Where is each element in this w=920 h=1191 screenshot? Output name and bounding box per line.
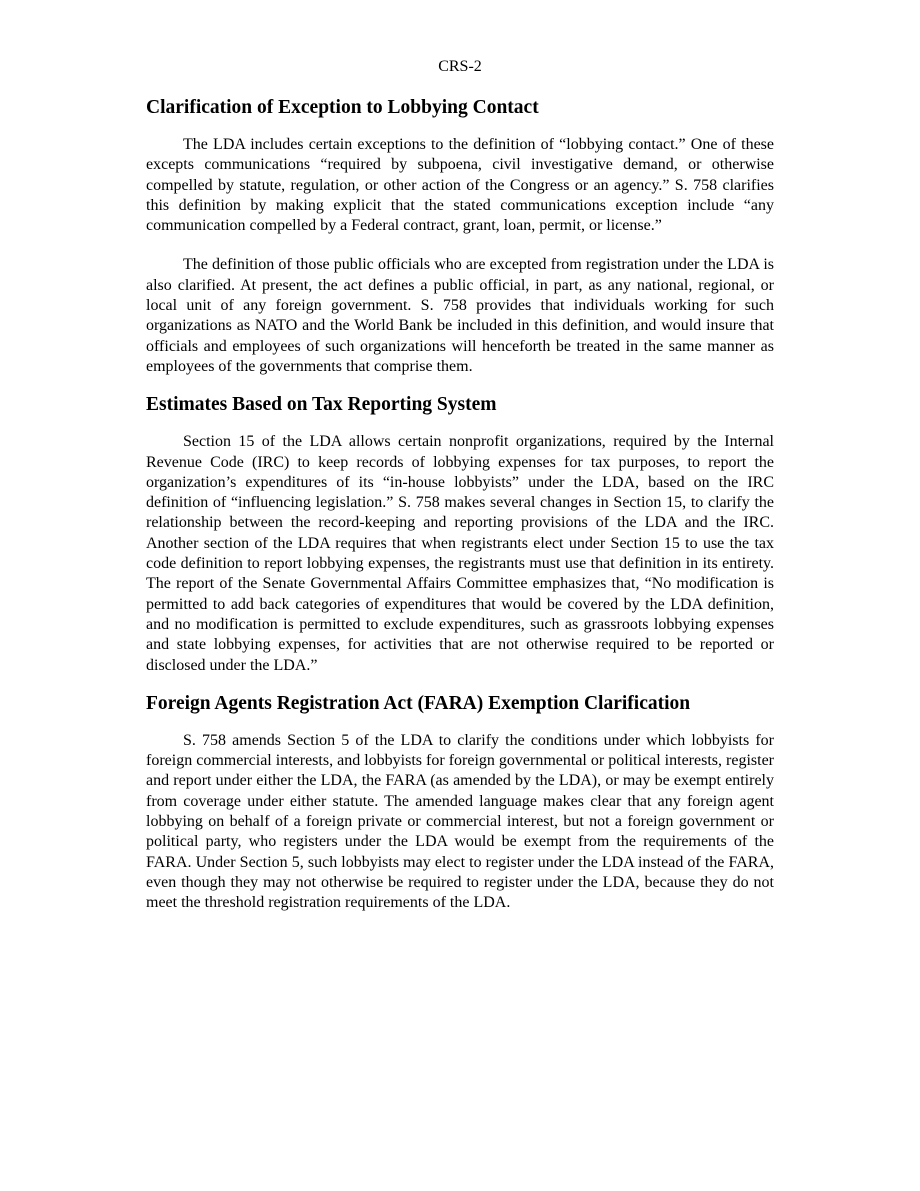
section-heading: Estimates Based on Tax Reporting System	[146, 394, 497, 416]
section-lobbying-contact-exception	[146, 96, 774, 377]
document-body	[146, 96, 774, 930]
page-number-header: CRS-2	[438, 58, 482, 75]
section-fara-exemption	[146, 692, 774, 914]
section-heading: Foreign Agents Registration Act (FARA) Exemption Clarification	[146, 692, 691, 714]
body-paragraph: The definition of those public officials who are excepted from registration under the LDA is also clarified. At present, the act defines a public official, in part, as any national, regional, or local unit of any foreign government. S. 758 provides that individuals working for such organizations as NATO and the World Bank be included in this definition, and would insure that officials and employees of such organizations will henceforth be treated in the same manner as employees of the governments that comprise them.	[146, 256, 774, 375]
body-paragraph: Section 15 of the LDA allows certain nonprofit organizations, required by the Internal Revenue Code (IRC) to keep records of lobbying expenses for tax purposes, to report the organization’s expenditures of its “in-house lobbyists” under the LDA, based on the IRC definition of “influencing legislation.” S. 758 makes several changes in Section 15, to clarify the relationship between the record-keeping and reporting provisions of the LDA and the IRC. Another section of the LDA requires that when registrants elect under Section 15 to use the tax code definition to report lobbying expenses, the registrants must use that definition in its entirety. The report of the Senate Governmental Affairs Committee emphasizes that, “No modification is permitted to add back categories of expenditures that would be covered by the LDA definition, and no modification is permitted to exclude expenditures, such as grassroots lobbying expenses and state lobbying expenses, for activities that are not otherwise required to be reported or disclosed under the LDA.”	[146, 433, 774, 674]
body-paragraph: S. 758 amends Section 5 of the LDA to clarify the conditions under which lobbyists for foreign commercial interests, and lobbyists for foreign governmental or political interests, register and report under either the LDA, the FARA (as amended by the LDA), or may be exempt entirely from coverage under either statute. The amended language makes clear that any foreign agent lobbying on behalf of a foreign private or commercial interest, but not a foreign government or political party, who registers under the LDA would be exempt from the requirements of the FARA. Under Section 5, such lobbyists may elect to register under the LDA instead of the FARA, even though they may not otherwise be required to register under the LDA, because they do not meet the threshold registration requirements of the LDA.	[146, 731, 774, 912]
section-heading: Clarification of Exception to Lobbying Contact	[146, 97, 539, 118]
section-tax-reporting-estimates	[146, 393, 774, 676]
body-paragraph: The LDA includes certain exceptions to the definition of “lobbying contact.” One of these excepts communications “required by subpoena, civil investigative demand, or otherwise compelled by statute, regulation, or other action of the Congress or an agency.” S. 758 clarifies this definition by making explicit that the stated communications exception include “any communication compelled by a Federal contract, grant, loan, permit, or license.”	[146, 136, 774, 235]
